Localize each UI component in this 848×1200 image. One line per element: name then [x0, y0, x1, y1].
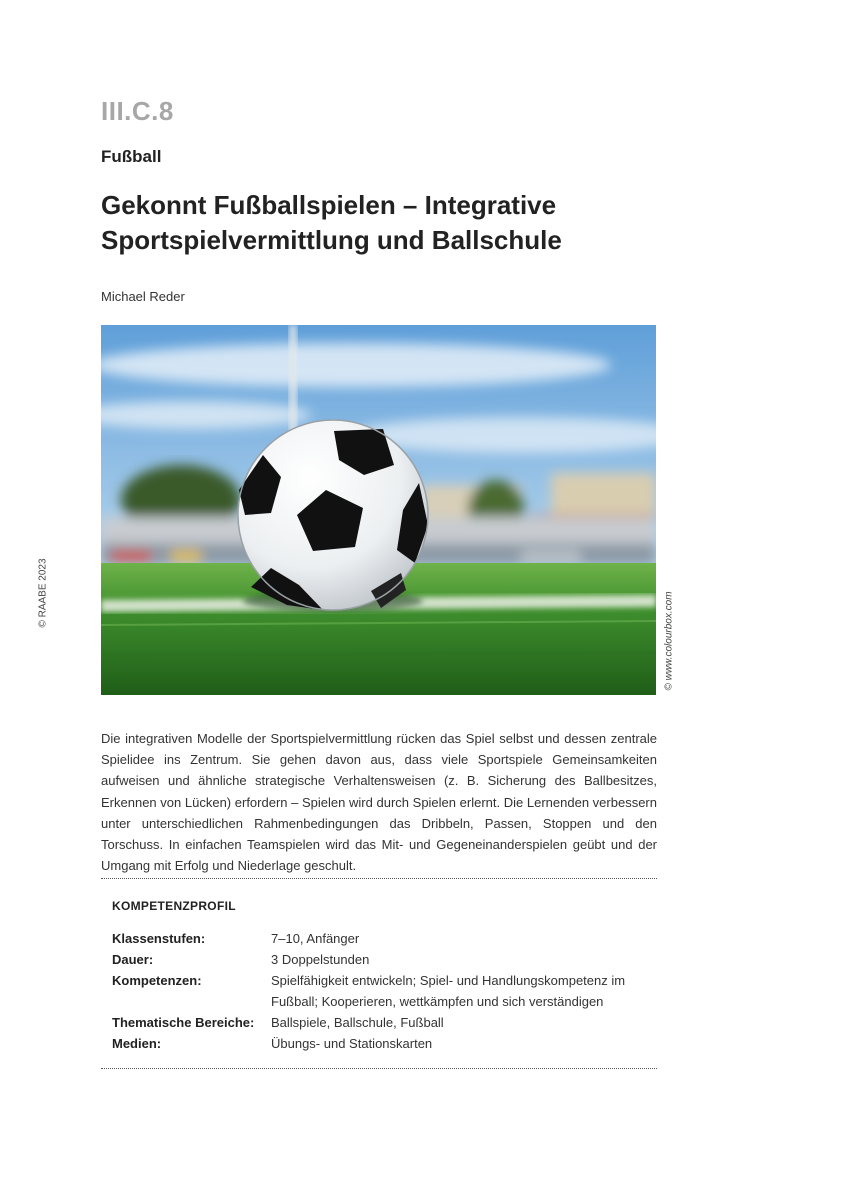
- profile-value: 3 Doppelstunden: [271, 952, 370, 967]
- side-copyright: © RAABE 2023: [37, 558, 49, 628]
- author-name: Michael Reder: [101, 289, 185, 304]
- profile-heading: KOMPETENZPROFIL: [112, 899, 236, 913]
- profile-label: Dauer:: [112, 952, 154, 967]
- photo-credit: © www.colourbox.com: [663, 591, 675, 691]
- profile-label: Klassenstufen:: [112, 931, 206, 946]
- section-code: III.C.8: [101, 96, 174, 126]
- profile-top-divider: [101, 878, 657, 879]
- subject-label: Fußball: [101, 147, 162, 166]
- intro-paragraph: Die integrativen Modelle der Sportspielvermittlung rücken das Spiel selbst und dessen zentrale Spielidee ins Zentrum. Sie gehen davon aus, dass viele Sportspiele Gemeinsamkeiten aufweisen und ähnliche strategische Verhaltensweisen (z. B. Sicherung des Ballbesitzes, Erkennen von Lücken) erfordern – Spielen wird durch Spielen erlernt. Die Lernenden verbessern unter unterschiedlichen Rahmenbedingungen das Dribbeln, Passen, Stoppen und den Torschuss. In einfachen Teamspielen wird das Mit- und Gegeneinanderspielen geübt und der Umgang mit Erfolg und Niederlage geschult.: [101, 731, 657, 874]
- profile-value: Spielfähigkeit entwickeln; Spiel- und Handlungskompetenz im Fußball; Kooperieren, wettkämpfen und sich verständigen: [271, 973, 626, 1009]
- soccer-ball-photo: [101, 325, 656, 695]
- profile-value: Übungs- und Stationskarten: [271, 1036, 433, 1051]
- profile-value: 7–10, Anfänger: [271, 931, 360, 946]
- document-title: Gekonnt Fußballspielen – Integrative Sportspielvermittlung und Ballschule: [101, 190, 562, 255]
- profile-label: Thematische Bereiche:: [112, 1015, 255, 1030]
- profile-label: Medien:: [112, 1036, 162, 1051]
- profile-label: Kompetenzen:: [112, 973, 202, 988]
- profile-value: Ballspiele, Ballschule, Fußball: [271, 1015, 444, 1030]
- profile-bottom-divider: [101, 1068, 657, 1069]
- soccer-ball-on-pitch-photo-icon: [101, 325, 656, 695]
